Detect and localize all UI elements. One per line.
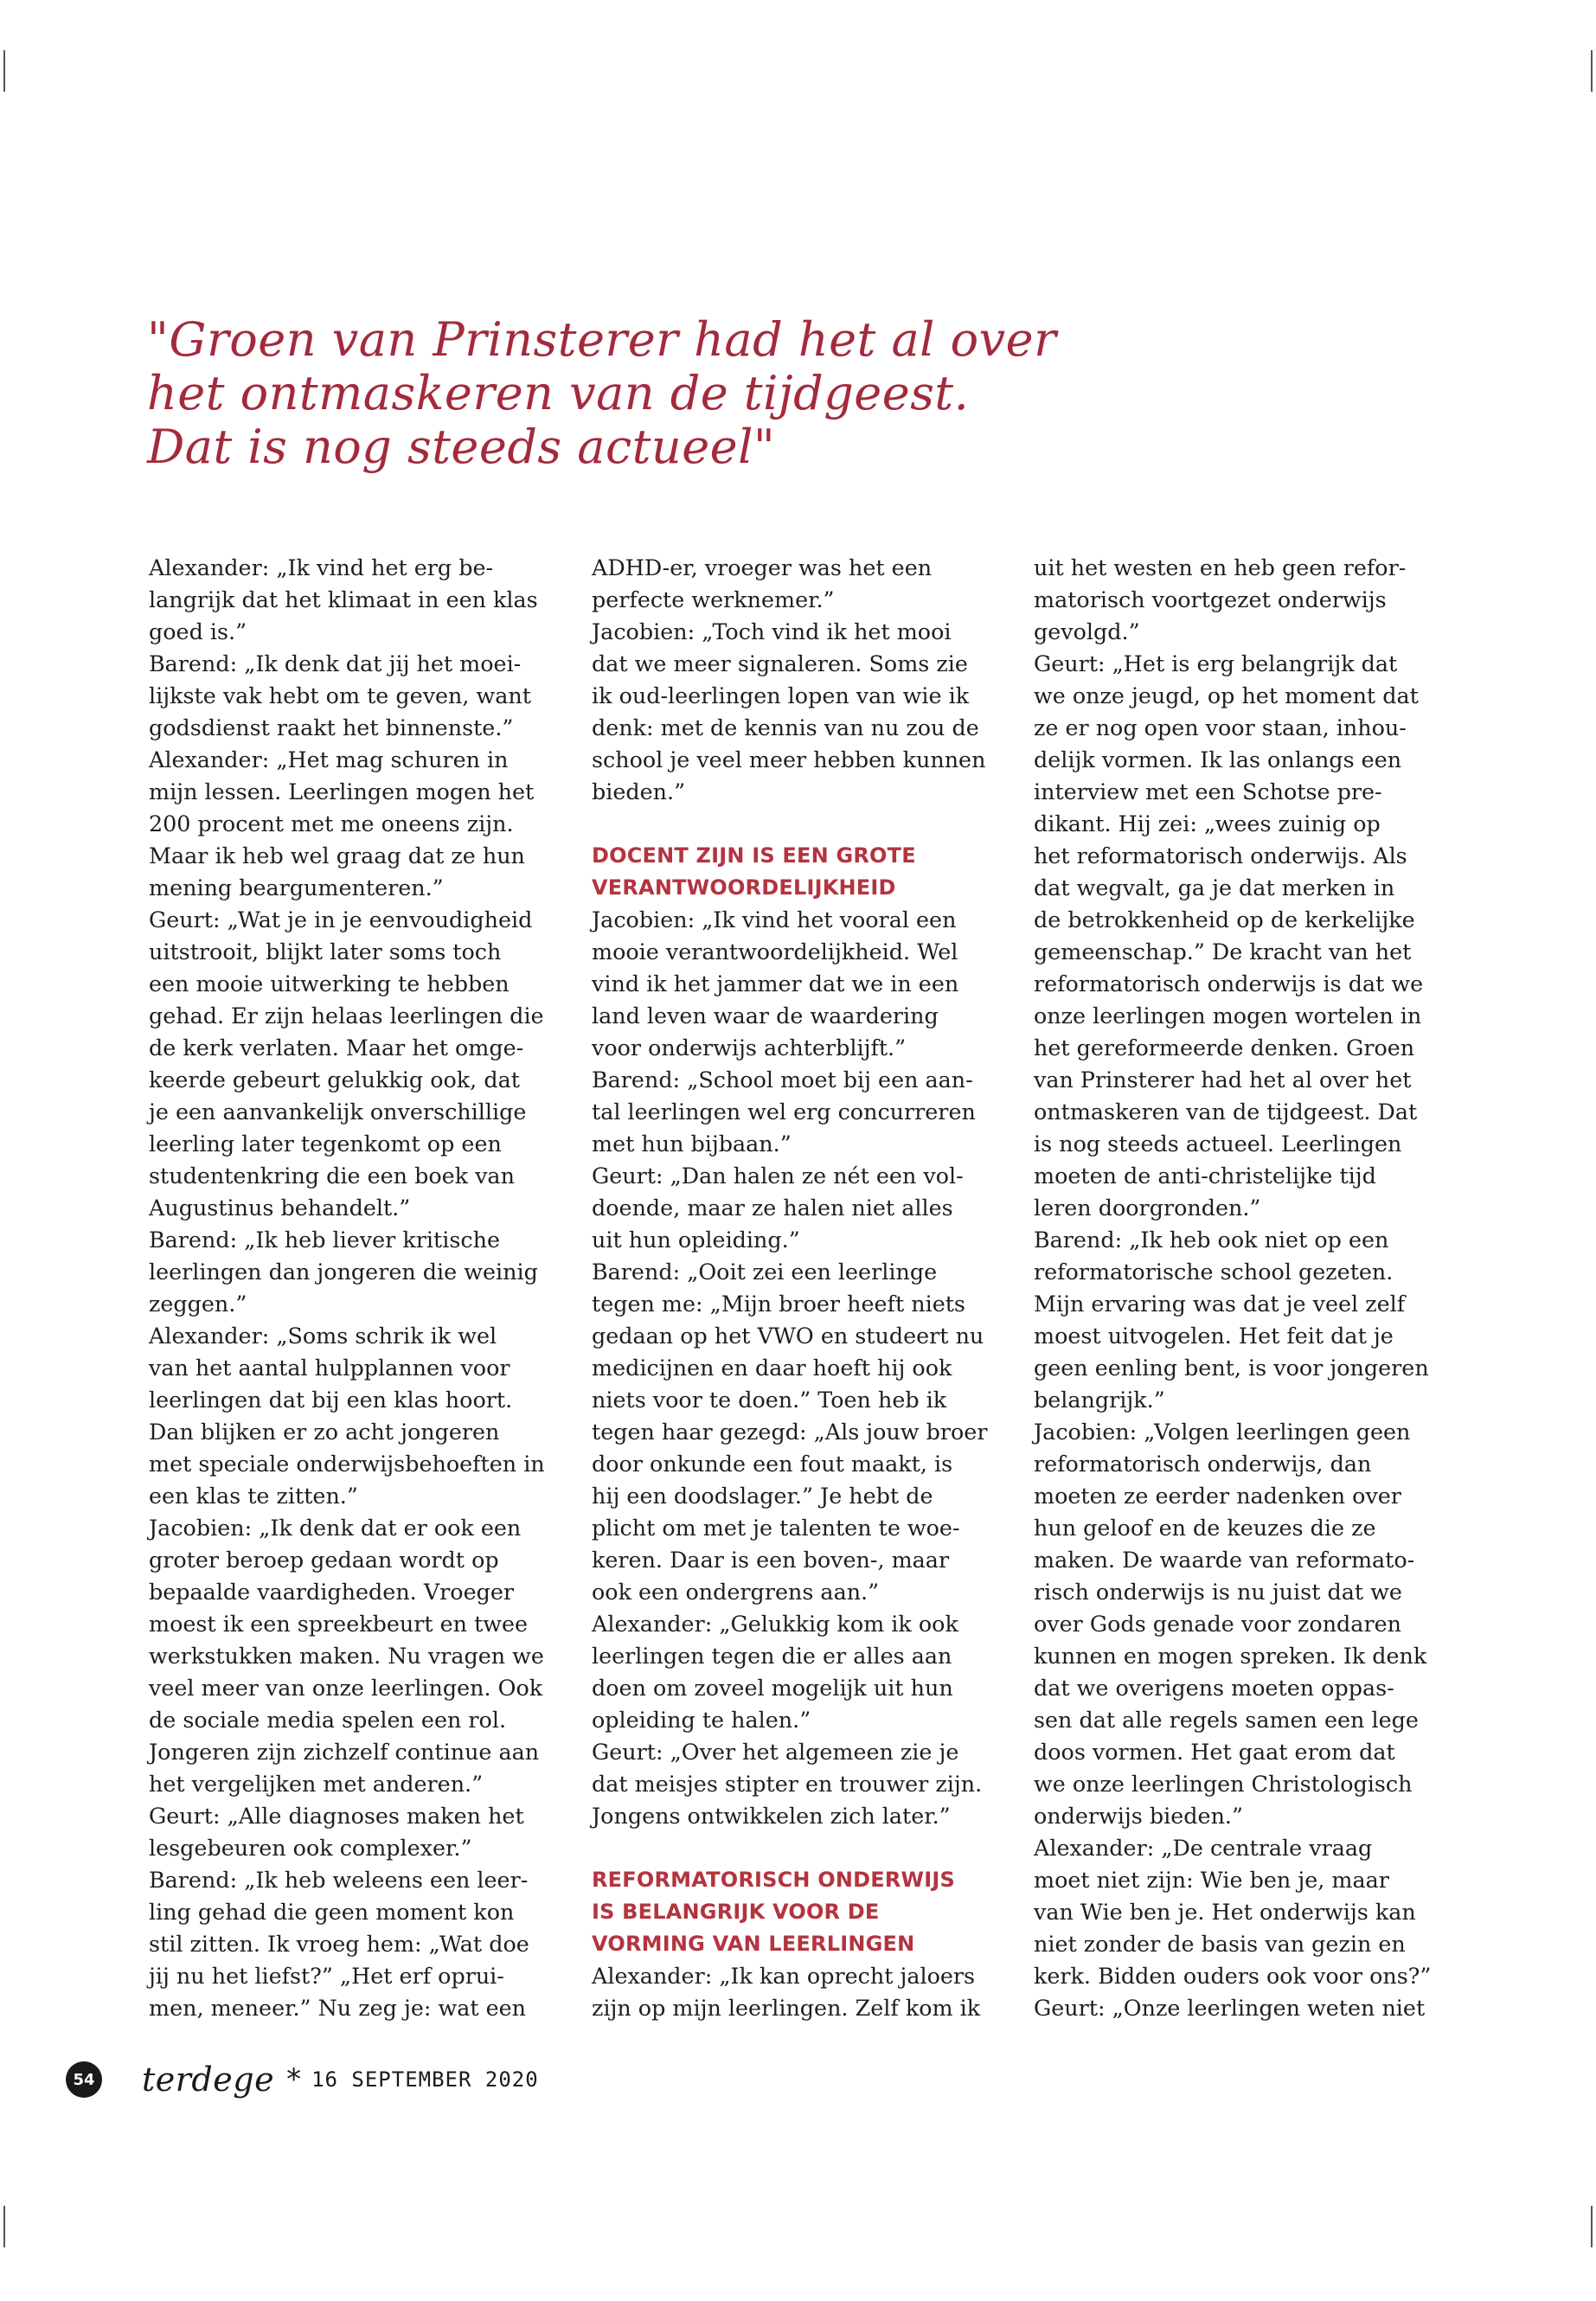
article-text-line: vind ik het jammer dat we in een bbox=[592, 971, 959, 997]
article-text-line: zeggen.” bbox=[149, 1291, 247, 1317]
crop-mark-top-left bbox=[3, 50, 5, 92]
article-text-line: dat meisjes stipter en trouwer zijn. bbox=[592, 1771, 983, 1797]
magazine-logo: terdege bbox=[142, 2061, 275, 2099]
article-text-line: Barend: „Ik heb liever kritische bbox=[149, 1227, 500, 1253]
article-text-line: bepaalde vaardigheden. Vroeger bbox=[149, 1579, 515, 1605]
crop-mark-bottom-left bbox=[3, 2206, 5, 2247]
issue-date: 16 SEPTEMBER 2020 bbox=[311, 2067, 539, 2092]
pull-quote bbox=[147, 313, 1081, 474]
article-text-line: uit het westen en heb geen refor- bbox=[1034, 554, 1407, 580]
article-text-line: groter beroep gedaan wordt op bbox=[149, 1547, 499, 1573]
article-text-line: de kerk verlaten. Maar het omge- bbox=[149, 1035, 524, 1061]
article-text-line: Geurt: „Dan halen ze nét een vol- bbox=[592, 1163, 964, 1189]
article-text-line: land leven waar de waardering bbox=[592, 1003, 939, 1029]
asterisk-icon: * bbox=[286, 2062, 302, 2097]
pull-quote-line: het ontmaskeren van de tijdgeest. bbox=[147, 366, 970, 420]
article-text-line: Barend: „Ik denk dat jij het moei- bbox=[149, 651, 522, 676]
article-text-line: we onze leerlingen Christologisch bbox=[1034, 1771, 1413, 1797]
article-text-line: niet zonder de basis van gezin en bbox=[1034, 1931, 1406, 1957]
article-text-line: keren. Daar is een boven-, maar bbox=[592, 1547, 950, 1573]
article-text-line: risch onderwijs is nu juist dat we bbox=[1034, 1579, 1402, 1605]
article-text-line: Barend: „Ooit zei een leerlinge bbox=[592, 1259, 938, 1285]
article-text-line: reformatorische school gezeten. bbox=[1034, 1259, 1394, 1285]
article-text-line: ADHD-er, vroeger was het een bbox=[592, 554, 933, 580]
article-text-line: voor onderwijs achterblijft.” bbox=[592, 1035, 907, 1061]
article-text-line: Geurt: „Wat je in je eenvoudigheid bbox=[149, 907, 533, 933]
article-text-line: leerlingen dat bij een klas hoort. bbox=[149, 1387, 513, 1413]
article-text-line: de betrokkenheid op de kerkelijke bbox=[1034, 907, 1415, 933]
article-text-line: reformatorisch onderwijs is dat we bbox=[1034, 971, 1424, 997]
article-text-line: leerlingen dan jongeren die weinig bbox=[149, 1259, 538, 1285]
article-text-line: Barend: „School moet bij een aan- bbox=[592, 1067, 973, 1093]
crop-mark-top-right bbox=[1591, 50, 1593, 92]
article-text-line: men, meneer.” Nu zeg je: wat een bbox=[149, 1995, 527, 2021]
article-text-line: gevolgd.” bbox=[1034, 619, 1140, 644]
section-heading-line: REFORMATORISCH ONDERWIJS bbox=[592, 1868, 955, 1892]
article-text-line: werkstukken maken. Nu vragen we bbox=[149, 1643, 544, 1669]
article-text-line: dat we overigens moeten oppas- bbox=[1034, 1675, 1394, 1701]
article-text-line: Geurt: „Onze leerlingen weten niet bbox=[1034, 1995, 1426, 2021]
paragraph-gap bbox=[592, 808, 1007, 840]
article-text-line: mijn lessen. Leerlingen mogen het bbox=[149, 779, 535, 804]
article-text-line: dat wegvalt, ga je dat merken in bbox=[1034, 875, 1395, 901]
article-column-2 bbox=[592, 552, 1007, 2024]
article-text-line: dat we meer signaleren. Soms zie bbox=[592, 651, 968, 676]
crop-mark-bottom-right bbox=[1591, 2206, 1593, 2247]
article-text-line: Alexander: „Soms schrik ik wel bbox=[149, 1323, 497, 1349]
article-text-line: door onkunde een fout maakt, is bbox=[592, 1451, 953, 1477]
article-text-line: matorisch voortgezet onderwijs bbox=[1034, 586, 1387, 612]
article-text-line: leren doorgronden.” bbox=[1034, 1195, 1261, 1221]
article-text-line: het gereformeerde denken. Groen bbox=[1034, 1035, 1415, 1061]
article-text-line: lijkste vak hebt om te geven, want bbox=[149, 683, 531, 708]
article-text-line: Alexander: „De centrale vraag bbox=[1034, 1835, 1373, 1861]
page-footer bbox=[66, 2061, 539, 2099]
article-text-line: maken. De waarde van reformato- bbox=[1034, 1547, 1415, 1573]
article-text-line: keerde gebeurt gelukkig ook, dat bbox=[149, 1067, 520, 1093]
paragraph-gap bbox=[592, 1832, 1007, 1864]
article-text-line: hij een doodslager.” Je hebt de bbox=[592, 1483, 933, 1509]
article-text-line: 200 procent met me oneens zijn. bbox=[149, 811, 514, 836]
article-text-line: met hun bijbaan.” bbox=[592, 1131, 792, 1157]
article-text-line: doende, maar ze halen niet alles bbox=[592, 1195, 953, 1221]
article-text-line: van het aantal hulpplannen voor bbox=[149, 1355, 510, 1381]
article-column-3 bbox=[1034, 552, 1449, 2024]
article-text-line: mening beargumenteren.” bbox=[149, 875, 444, 901]
section-heading-line: VERANTWOORDELIJKHEID bbox=[592, 875, 896, 900]
article-text-line: tegen haar gezegd: „Als jouw broer bbox=[592, 1419, 988, 1445]
article-text-line: stil zitten. Ik vroeg hem: „Wat doe bbox=[149, 1931, 529, 1957]
article-text-line: mooie verantwoordelijkheid. Wel bbox=[592, 939, 958, 965]
article-text-line: bieden.” bbox=[592, 779, 686, 804]
article-text-line: medicijnen en daar hoeft hij ook bbox=[592, 1355, 952, 1381]
article-text-line: de sociale media spelen een rol. bbox=[149, 1707, 507, 1733]
article-text-line: studentenkring die een boek van bbox=[149, 1163, 515, 1189]
article-text-line: je een aanvankelijk onverschillige bbox=[149, 1099, 527, 1125]
article-text-line: uitstrooit, blijkt later soms toch bbox=[149, 939, 502, 965]
article-text-line: ik oud-leerlingen lopen van wie ik bbox=[592, 683, 970, 708]
article-text-line: opleiding te halen.” bbox=[592, 1707, 811, 1733]
article-text-line: Jacobien: „Volgen leerlingen geen bbox=[1034, 1419, 1411, 1445]
article-text-line: Maar ik heb wel graag dat ze hun bbox=[149, 843, 525, 868]
article-text-line: een klas te zitten.” bbox=[149, 1483, 358, 1509]
article-text-line: moest uitvogelen. Het feit dat je bbox=[1034, 1323, 1394, 1349]
article-text-line: kerk. Bidden ouders ook voor ons?” bbox=[1034, 1963, 1432, 1989]
article-text-line: Jacobien: „Ik denk dat er ook een bbox=[149, 1515, 522, 1541]
article-text-line: van Prinsterer had het al over het bbox=[1034, 1067, 1412, 1093]
article-text-line: interview met een Schotse pre- bbox=[1034, 779, 1382, 804]
article-text-line: Geurt: „Over het algemeen zie je bbox=[592, 1739, 959, 1765]
article-text-line: godsdienst raakt het binnenste.” bbox=[149, 715, 514, 740]
article-text-line: plicht om met je talenten te woe- bbox=[592, 1515, 960, 1541]
article-text-line: Jongeren zijn zichzelf continue aan bbox=[149, 1739, 540, 1765]
article-text-line: school je veel meer hebben kunnen bbox=[592, 747, 986, 772]
article-text-line: doen om zoveel mogelijk uit hun bbox=[592, 1675, 953, 1701]
article-text-line: moet niet zijn: Wie ben je, maar bbox=[1034, 1867, 1389, 1893]
article-text-line: veel meer van onze leerlingen. Ook bbox=[149, 1675, 543, 1701]
article-text-line: lesgebeuren ook complexer.” bbox=[149, 1835, 472, 1861]
article-text-line: sen dat alle regels samen een lege bbox=[1034, 1707, 1419, 1733]
article-text-line: dikant. Hij zei: „wees zuinig op bbox=[1034, 811, 1381, 836]
article-text-line: onze leerlingen mogen wortelen in bbox=[1034, 1003, 1422, 1029]
article-text-line: ling gehad die geen moment kon bbox=[149, 1899, 515, 1925]
article-text-line: van Wie ben je. Het onderwijs kan bbox=[1034, 1899, 1416, 1925]
article-text-line: Dan blijken er zo acht jongeren bbox=[149, 1419, 500, 1445]
article-text-line: uit hun opleiding.” bbox=[592, 1227, 800, 1253]
article-text-line: Augustinus behandelt.” bbox=[149, 1195, 411, 1221]
article-text-line: doos vormen. Het gaat erom dat bbox=[1034, 1739, 1395, 1765]
section-heading-line: VORMING VAN LEERLINGEN bbox=[592, 1932, 915, 1956]
article-text-line: het vergelijken met anderen.” bbox=[149, 1771, 484, 1797]
article-text-line: kunnen en mogen spreken. Ik denk bbox=[1034, 1643, 1427, 1669]
article-text-line: Alexander: „Gelukkig kom ik ook bbox=[592, 1611, 958, 1637]
article-text-line: Geurt: „Alle diagnoses maken het bbox=[149, 1803, 524, 1829]
article-text-line: Geurt: „Het is erg belangrijk dat bbox=[1034, 651, 1398, 676]
article-text-line: Jongens ontwikkelen zich later.” bbox=[592, 1803, 951, 1829]
page-number: 54 bbox=[66, 2061, 102, 2098]
article-text-line: tal leerlingen wel erg concurreren bbox=[592, 1099, 976, 1125]
article-text-line: Jacobien: „Ik vind het vooral een bbox=[592, 907, 957, 933]
article-text-line: goed is.” bbox=[149, 619, 247, 644]
article-text-line: Barend: „Ik heb weleens een leer- bbox=[149, 1867, 529, 1893]
article-text-line: belangrijk.” bbox=[1034, 1387, 1165, 1413]
article-text-line: Alexander: „Het mag schuren in bbox=[149, 747, 509, 772]
article-text-line: ook een ondergrens aan.” bbox=[592, 1579, 880, 1605]
article-text-line: moest ik een spreekbeurt en twee bbox=[149, 1611, 529, 1637]
article-text-line: tegen me: „Mijn broer heeft niets bbox=[592, 1291, 965, 1317]
article-text-line: hun geloof en de keuzes die ze bbox=[1034, 1515, 1376, 1541]
article-text-line: ze er nog open voor staan, inhou- bbox=[1034, 715, 1407, 740]
section-heading-line: DOCENT ZIJN IS EEN GROTE bbox=[592, 843, 916, 868]
article-text-line: ontmaskeren van de tijdgeest. Dat bbox=[1034, 1099, 1418, 1125]
article-text-line: denk: met de kennis van nu zou de bbox=[592, 715, 979, 740]
article-text-line: leerlingen tegen die er alles aan bbox=[592, 1643, 952, 1669]
article-text-line: reformatorisch onderwijs, dan bbox=[1034, 1451, 1372, 1477]
article-text-line: onderwijs bieden.” bbox=[1034, 1803, 1243, 1829]
article-text-line: moeten de anti-christelijke tijd bbox=[1034, 1163, 1376, 1189]
article-column-1 bbox=[149, 552, 564, 2024]
article-text-line: een mooie uitwerking te hebben bbox=[149, 971, 510, 997]
article-text-line: geen eenling bent, is voor jongeren bbox=[1034, 1355, 1429, 1381]
article-text-line: gehad. Er zijn helaas leerlingen die bbox=[149, 1003, 544, 1029]
article-text-line: zijn op mijn leerlingen. Zelf kom ik bbox=[592, 1995, 981, 2021]
article-text-line: gemeenschap.” De kracht van het bbox=[1034, 939, 1412, 965]
article-text-line: Barend: „Ik heb ook niet op een bbox=[1034, 1227, 1389, 1253]
pull-quote-line: Dat is nog steeds actueel" bbox=[147, 420, 776, 474]
article-text-line: Mijn ervaring was dat je veel zelf bbox=[1034, 1291, 1406, 1317]
article-text-line: jij nu het liefst?” „Het erf oprui- bbox=[149, 1963, 504, 1989]
article-text-line: we onze jeugd, op het moment dat bbox=[1034, 683, 1419, 708]
pull-quote-line: "Groen van Prinsterer had het al over bbox=[147, 312, 1057, 367]
article-text-line: Alexander: „Ik vind het erg be- bbox=[149, 554, 494, 580]
article-text-line: Jacobien: „Toch vind ik het mooi bbox=[592, 619, 952, 644]
article-text-line: over Gods genade voor zondaren bbox=[1034, 1611, 1401, 1637]
section-heading-line: IS BELANGRIJK VOOR DE bbox=[592, 1900, 880, 1924]
article-text-line: Alexander: „Ik kan oprecht jaloers bbox=[592, 1963, 976, 1989]
article-text-line: langrijk dat het klimaat in een klas bbox=[149, 586, 538, 612]
article-text-line: perfecte werknemer.” bbox=[592, 586, 835, 612]
article-text-line: is nog steeds actueel. Leerlingen bbox=[1034, 1131, 1402, 1157]
article-text-line: niets voor te doen.” Toen heb ik bbox=[592, 1387, 947, 1413]
article-text-line: gedaan op het VWO en studeert nu bbox=[592, 1323, 984, 1349]
article-text-line: moeten ze eerder nadenken over bbox=[1034, 1483, 1401, 1509]
article-text-line: leerling later tegenkomt op een bbox=[149, 1131, 502, 1157]
article-text-line: met speciale onderwijsbehoeften in bbox=[149, 1451, 545, 1477]
article-text-line: delijk vormen. Ik las onlangs een bbox=[1034, 747, 1402, 772]
article-text-line: het reformatorisch onderwijs. Als bbox=[1034, 843, 1407, 868]
